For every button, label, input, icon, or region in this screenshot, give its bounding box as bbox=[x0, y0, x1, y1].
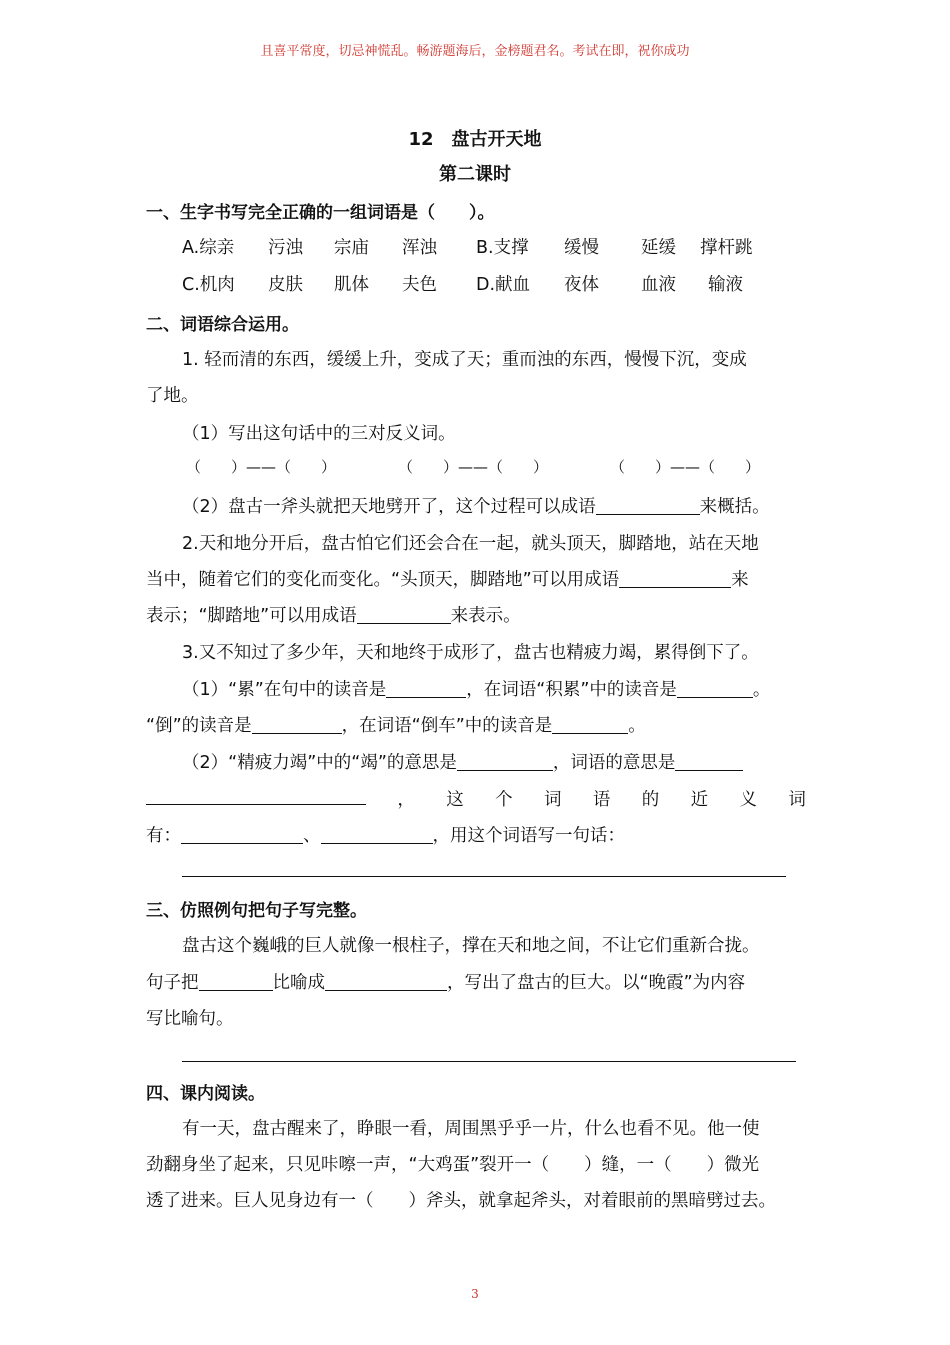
option-word: 皮肤 bbox=[268, 275, 303, 295]
antonym-pair-blank[interactable]: （ ）——（ ） bbox=[610, 458, 761, 476]
option-word: 污浊 bbox=[268, 238, 303, 258]
question-text: （2）盘古一斧头就把天地劈开了，这个过程可以成语 bbox=[182, 497, 596, 517]
answer-blank[interactable] bbox=[357, 605, 451, 624]
answer-blank[interactable] bbox=[181, 825, 303, 844]
spaced-char: 这 bbox=[446, 790, 464, 810]
question-2-text-cont bbox=[146, 566, 749, 591]
answer-line[interactable] bbox=[182, 876, 786, 877]
option-word: D.献血 bbox=[476, 275, 531, 295]
question-1-text: 1. 轻而清的东西，缓缓上升，变成了天；重而浊的东西，慢慢下沉，变成 bbox=[182, 350, 747, 370]
question-1-text-cont: 了地。 bbox=[146, 386, 199, 406]
answer-blank[interactable] bbox=[321, 825, 433, 844]
reading-passage-line-3: 透了进来。巨人见身边有一（ ）斧头，就拿起斧头，对着眼前的黑暗劈过去。 bbox=[146, 1191, 776, 1211]
question-text: 比喻成 bbox=[272, 973, 325, 993]
question-text: 来概括。 bbox=[699, 497, 770, 517]
question-2-text: 2.天和地分开后，盘古怕它们还会合在一起，就头顶天，脚踏地，站在天地 bbox=[182, 534, 759, 554]
question-text: ，写出了盘古的巨大。以“晚霞”为内容 bbox=[447, 973, 746, 993]
option-word: 撑杆跳 bbox=[700, 238, 753, 258]
section-3-heading: 三、仿照例句把句子写完整。 bbox=[146, 901, 367, 921]
option-word: C.机肉 bbox=[182, 275, 235, 295]
answer-blank[interactable] bbox=[619, 569, 731, 588]
option-word: 缓慢 bbox=[564, 238, 599, 258]
answer-blank[interactable] bbox=[675, 752, 743, 771]
simile-question bbox=[146, 969, 745, 994]
spaced-char: 词 bbox=[788, 790, 806, 810]
question-2-text-end bbox=[146, 602, 521, 627]
spaced-char: 语 bbox=[592, 790, 611, 810]
option-word: 夜体 bbox=[564, 275, 599, 295]
page-header-motto: 且喜平常度，切忌神慌乱。畅游题海后，金榜题君名。考试在即，祝你成功 bbox=[260, 44, 690, 59]
answer-blank[interactable] bbox=[596, 496, 700, 515]
page-number: 3 bbox=[471, 1287, 479, 1301]
option-word: B.支撑 bbox=[476, 238, 529, 258]
example-sentence: 盘古这个巍峨的巨人就像一根柱子，撑在天和地之间，不让它们重新合拢。 bbox=[182, 936, 760, 956]
antonym-pair-blank[interactable]: （ ）——（ ） bbox=[186, 458, 337, 476]
question-text: 来 bbox=[731, 570, 749, 590]
answer-blank[interactable] bbox=[386, 679, 466, 698]
question-3-part-2 bbox=[182, 749, 743, 774]
question-text: （2）“精疲力竭”中的“竭”的意思是 bbox=[182, 753, 457, 773]
question-3-part-1 bbox=[182, 676, 770, 701]
question-text: 来表示。 bbox=[450, 606, 521, 626]
option-word: A.综亲 bbox=[182, 238, 235, 258]
question-text: ，用这个词语写一句话： bbox=[432, 826, 625, 846]
question-text: 。 bbox=[752, 680, 771, 700]
option-word: 输液 bbox=[708, 275, 743, 295]
question-text: 。 bbox=[628, 716, 646, 736]
question-text: （1）“累”在句中的读音是 bbox=[182, 680, 387, 700]
question-text: “倒”的读音是 bbox=[146, 716, 252, 736]
option-word: 浑浊 bbox=[402, 238, 437, 258]
question-1-part-2 bbox=[182, 493, 770, 518]
question-3-part-2-cont bbox=[146, 786, 806, 811]
simile-question-end: 写比喻句。 bbox=[146, 1009, 234, 1029]
section-2-heading: 二、词语综合运用。 bbox=[146, 315, 299, 335]
question-1-part-1: （1）写出这句话中的三对反义词。 bbox=[182, 424, 456, 444]
answer-blank[interactable] bbox=[552, 715, 628, 734]
answer-blank[interactable] bbox=[252, 715, 342, 734]
question-text: 当中，随着它们的变化而变化。“头顶天，脚踏地”可以用成语 bbox=[146, 570, 620, 590]
answer-blank[interactable] bbox=[325, 972, 447, 991]
question-text: ，在词语“积累”中的读音是 bbox=[466, 680, 677, 700]
option-word: 血液 bbox=[641, 275, 676, 295]
question-3-part-2-end bbox=[146, 822, 625, 847]
question-text: 句子把 bbox=[146, 973, 199, 993]
spaced-char: 的 bbox=[641, 790, 660, 810]
answer-blank[interactable] bbox=[457, 752, 553, 771]
reading-passage-line-2: 劲翻身坐了起来，只见咔嚓一声，“大鸡蛋”裂开一（ ）缝，一（ ）微光 bbox=[146, 1155, 760, 1175]
answer-blank[interactable] bbox=[199, 972, 273, 991]
question-text: 表示；“脚踏地”可以用成语 bbox=[146, 606, 357, 626]
answer-line[interactable] bbox=[182, 1061, 796, 1062]
spaced-char: ， bbox=[397, 790, 415, 810]
spaced-char: 词 bbox=[544, 790, 562, 810]
question-text: ，词语的意思是 bbox=[552, 753, 676, 773]
question-3-part-1-cont bbox=[146, 712, 646, 737]
spaced-char: 义 bbox=[739, 790, 757, 810]
option-word: 宗庙 bbox=[334, 238, 369, 258]
section-1-heading: 一、生字书写完全正确的一组词语是（ ）。 bbox=[146, 203, 495, 223]
question-text: 、 bbox=[303, 826, 321, 846]
reading-passage-line-1: 有一天，盘古醒来了，睁眼一看，周围黑乎乎一片，什么也看不见。他一使 bbox=[182, 1119, 760, 1139]
page-subtitle: 第二课时 bbox=[439, 164, 511, 185]
question-text: 有： bbox=[146, 826, 181, 846]
option-word: 夫色 bbox=[402, 275, 437, 295]
question-text: ，在词语“倒车”中的读音是 bbox=[341, 716, 553, 736]
answer-blank[interactable] bbox=[146, 786, 366, 805]
option-word: 延缓 bbox=[641, 238, 676, 258]
question-3-text: 3.又不知过了多少年，天和地终于成形了，盘古也精疲力竭，累得倒下了。 bbox=[182, 643, 759, 663]
spaced-char: 近 bbox=[690, 790, 709, 810]
antonym-pair-blank[interactable]: （ ）——（ ） bbox=[398, 458, 549, 476]
answer-blank[interactable] bbox=[677, 679, 753, 698]
section-4-heading: 四、课内阅读。 bbox=[146, 1084, 265, 1104]
option-word: 肌体 bbox=[334, 275, 369, 295]
spaced-char: 个 bbox=[495, 790, 513, 810]
page-title: 12 盘古开天地 bbox=[408, 129, 542, 150]
